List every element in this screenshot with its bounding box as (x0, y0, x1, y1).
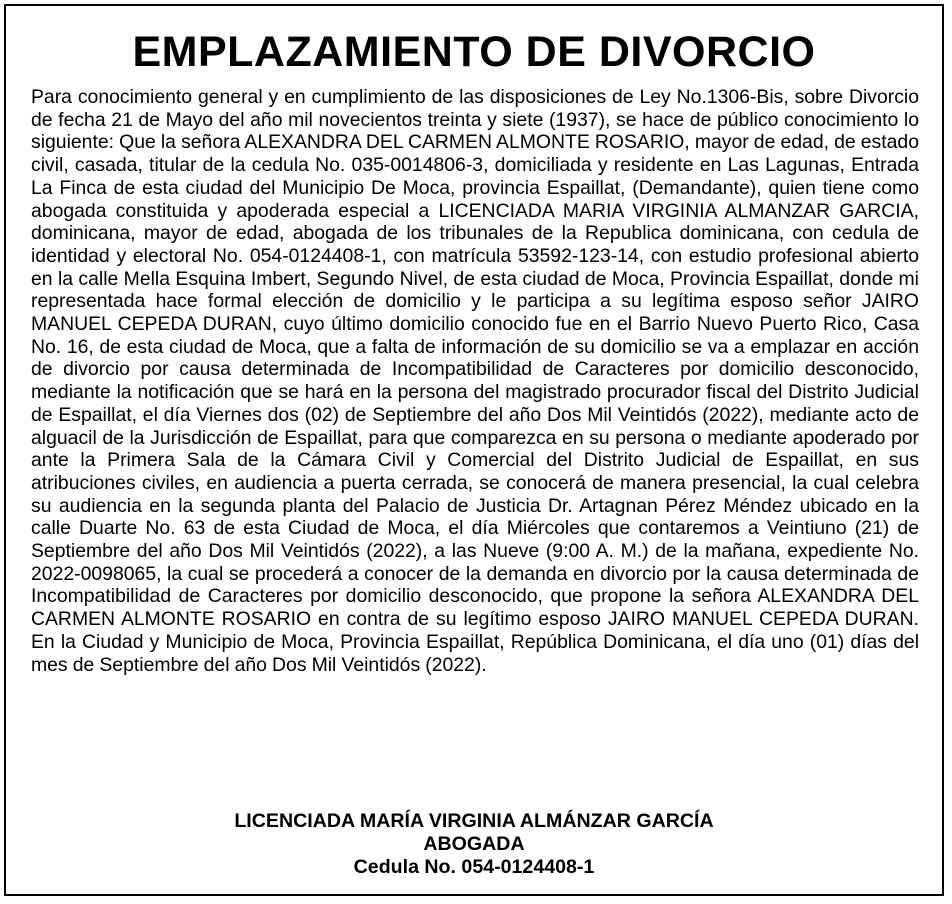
notice-title: EMPLAZAMIENTO DE DIVORCIO (132, 28, 816, 76)
signature-name: LICENCIADA MARÍA VIRGINIA ALMÁNZAR GARCÍA (234, 810, 714, 832)
notice-body: Para conocimiento general y en cumplimiento de las disposiciones de Ley No.1306-Bis, sobre Divorcio de fecha 21 de Mayo del año mil novecientos treinta y siete (1937), se hace de público conocimiento lo siguiente: Que la señora ALEXANDRA DEL CARMEN ALMONTE ROSARIO, mayor de edad, de estado civil, casada, titular de la cedula No. 035-0014806-3, domiciliada y residente en Las Lagunas, Entrada La Finca de esta ciudad del Municipio De Moca, provincia Espaillat, (Demandante), quien tiene como abogada constituida y apoderada especial a LICENCIADA MARIA VIRGINIA ALMANZAR GARCIA, dominicana, mayor de edad, abogada de los tribunales de la Republica dominicana, con cedula de identidad y electoral No. 054-0124408-1, con matrícula 53592-123-14, con estudio profesional abierto en la calle Mella Esquina Imbert, Segundo Nivel, de esta ciudad de Moca, Provincia Espaillat, donde mi representada hace formal elección de domicilio y le participa a su legítima esposo señor JAIRO MANUEL CEPEDA DURAN, cuyo último domicilio conocido fue en el Barrio Nuevo Puerto Rico, Casa No. 16, de esta ciudad de Moca, que a falta de información de su domicilio se va a emplazar en acción de divorcio por causa determinada de Incompatibilidad de Caracteres por domicilio desconocido, mediante la notificación que se hará en la persona del magistrado procurador fiscal del Distrito Judicial de Espaillat, el día Viernes dos (02) de Septiembre del año Dos Mil Veintidós (2022), mediante acto de alguacil de la Jurisdicción de Espaillat, para que comparezca en su persona o mediante apoderado por ante la Primera Sala de la Cámara Civil y Comercial del Distrito Judicial de Espaillat, en sus atribuciones civiles, en audiencia a puerta cerrada, se conocerá de manera presencial, la cual celebra su audiencia en la segunda planta del Palacio de Justicia Dr. Artagnan Pérez Méndez ubicado en la calle Duarte No. 63 de esta Ciudad de Moca, el día Miércoles que contaremos a Veintiuno (21) de Septiembre del año Dos Mil Veintidós (2022), a las Nueve (9:00 A. M.) de la mañana, expediente No. 2022-0098065, la cual se procederá a conocer de la demanda en divorcio por la causa determinada de Incompatibilidad de Caracteres por domicilio desconocido, que propone la señora ALEXANDRA DEL CARMEN ALMONTE ROSARIO en contra de su legítimo esposo JAIRO MANUEL CEPEDA DURAN. En la Ciudad y Municipio de Moca, Provincia Espaillat, República Dominicana, el día uno (01) días del mes de Septiembre del año Dos Mil Veintidós (2022). (31, 86, 919, 676)
legal-notice (4, 4, 944, 896)
signature-id: Cedula No. 054-0124408-1 (353, 856, 595, 878)
signature-role: ABOGADA (423, 833, 525, 855)
signature-block (6, 810, 942, 879)
